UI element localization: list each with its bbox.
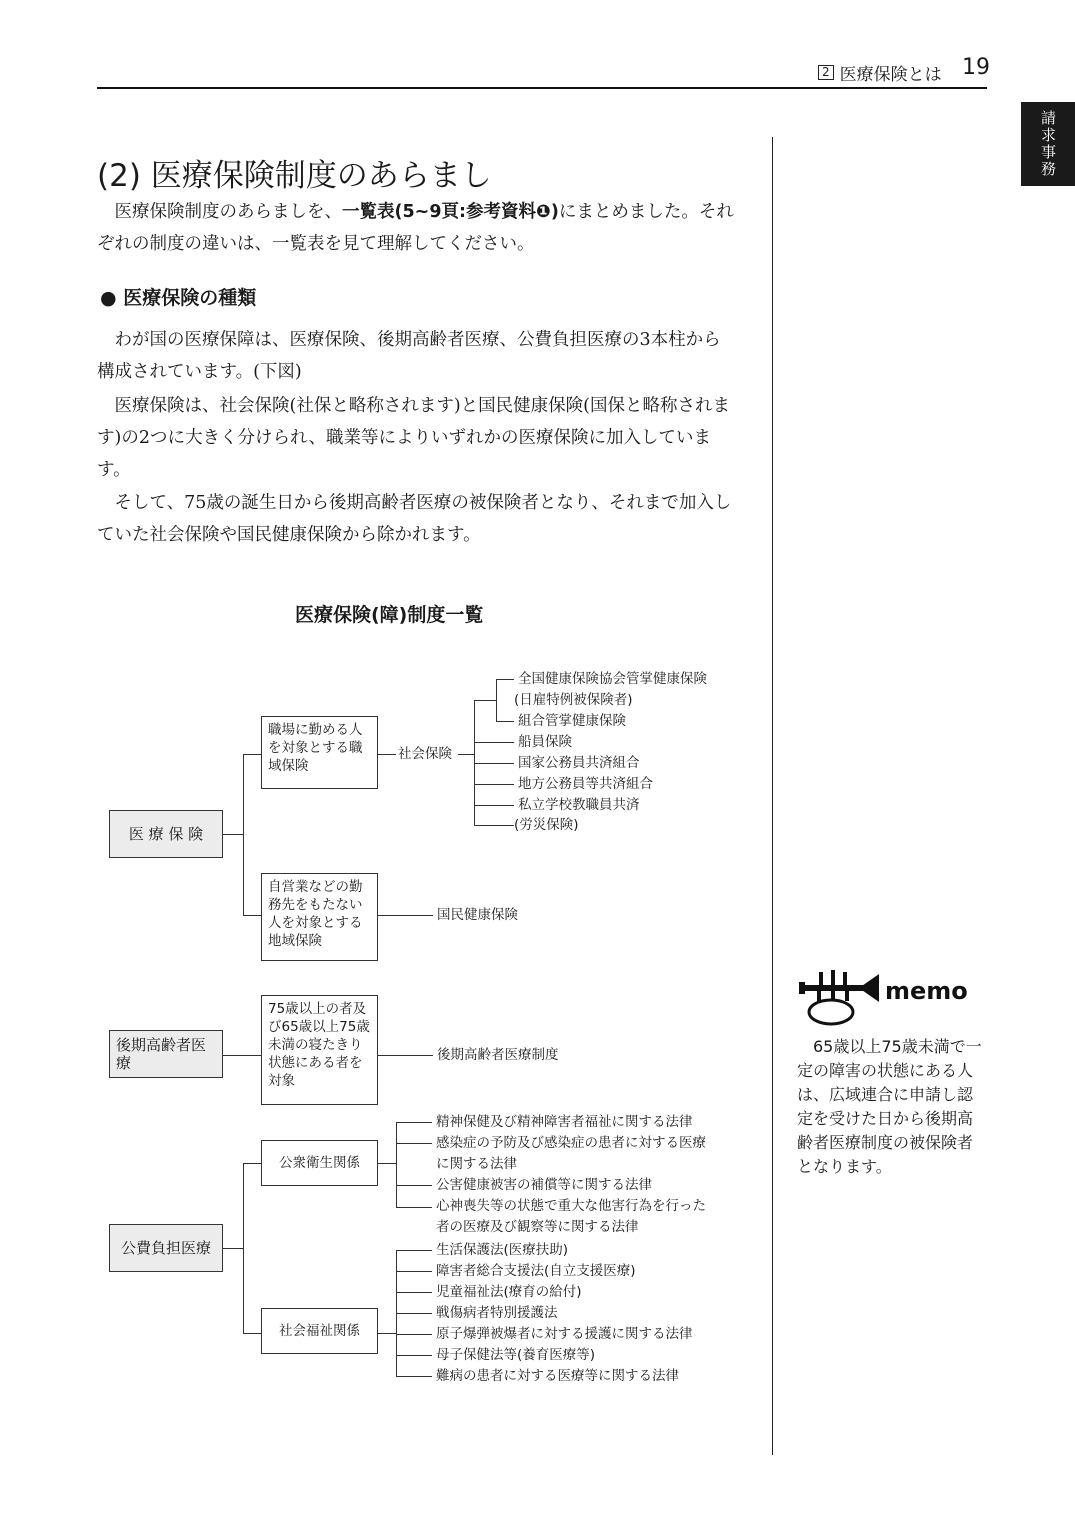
diagram-title: 医療保険(障)制度一覧 [295,604,484,626]
connector [474,784,514,785]
connector [396,1122,397,1208]
elderly-care-box: 後期高齢者医療 [109,1030,223,1078]
connector [496,679,514,680]
connector [378,1333,396,1334]
connector [396,1313,432,1314]
connector [243,915,262,916]
memo-label: memo [885,977,968,1005]
connector [243,754,262,755]
connector [243,754,244,915]
body-paragraph: そして、75歳の誕生日から後期高齢者医療の被保険者となり、それまで加入していた社会保険や国民健康保険から除かれます。 [97,493,732,545]
connector [396,1207,432,1208]
social-insurance-item: (日雇特例被保険者) [514,692,633,708]
welfare-item: 難病の患者に対する医療等に関する法律 [436,1368,679,1384]
social-insurance-item: 全国健康保険協会管掌健康保険 [518,671,707,687]
connector [243,1333,262,1334]
connector [378,1163,396,1164]
page-number: 19 [962,55,990,80]
connector [396,1292,432,1293]
connector [496,679,497,721]
social-insurance-item: (労災保険) [514,817,579,833]
connector [243,1163,262,1164]
connector [223,1248,243,1249]
social-insurance-item: 地方公務員等共済組合 [518,776,653,792]
connector [458,754,474,755]
social-insurance-item: 私立学校教職員共済 [518,797,640,813]
connector [474,825,514,826]
connector [243,1163,244,1333]
connector [396,1271,432,1272]
welfare-item: 戦傷病者特別援護法 [436,1305,558,1321]
public-health-item: 心神喪失等の状態で重大な他害行為を行った [436,1198,706,1214]
elderly-eligibility-box: 75歳以上の者及び65歳以上75歳未満の寝たきり状態にある者を対象 [261,995,378,1105]
column-divider [772,137,773,1455]
connector [378,915,433,916]
connector [396,1355,432,1356]
social-welfare-box: 社会福祉関係 [261,1308,378,1354]
side-index-tab: 請求事務 [1021,102,1075,186]
social-insurance-label: 社会保険 [398,746,452,762]
connector [223,1055,261,1056]
national-health-insurance-label: 国民健康保険 [437,907,518,923]
memo-logo [797,968,977,1030]
header-rule [97,87,987,89]
social-insurance-item: 船員保険 [518,734,572,750]
intro-paragraph [97,196,737,260]
public-health-box: 公衆衛生関係 [261,1140,378,1186]
connector [396,1122,432,1123]
welfare-item: 障害者総合支援法(自立支援医療) [436,1263,636,1279]
social-insurance-item: 国家公務員共済組合 [518,755,640,771]
connector [474,700,496,701]
connector [396,1143,432,1144]
memo-note: 65歳以上75歳未満で一定の障害の状態にある人は、広域連合に申請し認定を受けた日から後期高齢者医療制度の被保険者となります。 [797,1037,982,1176]
connector [396,1376,432,1377]
connector [474,742,514,743]
chapter-header [818,60,942,85]
public-health-item: に関する法律 [436,1156,517,1172]
connector [378,754,396,755]
connector [496,721,514,722]
body-paragraph: 医療保険は、社会保険(社保と略称されます)と国民健康保険(国保と略称されます)の2つに大きく分けられ、職業等によりいずれかの医療保険に加入しています。 [97,396,730,480]
connector [396,1250,432,1251]
regional-insurance-box: 自営業などの勤務先をもたない人を対象とする地域保険 [261,873,378,961]
public-health-item: 感染症の予防及び感染症の患者に対する医療 [436,1135,706,1151]
workplace-insurance-box: 職場に勤める人を対象とする職域保険 [261,716,378,789]
connector [396,1185,432,1186]
chapter-title: 医療保険とは [839,65,942,85]
connector [474,763,514,764]
medical-insurance-box: 医 療 保 険 [109,810,223,858]
connector [396,1334,432,1335]
elderly-system-label: 後期高齢者医療制度 [437,1047,559,1063]
public-health-item: 精神保健及び精神障害者福祉に関する法律 [436,1114,693,1130]
intro-pre: 医療保険制度のあらましを、 [114,202,342,222]
public-health-item: 者の医療及び観察等に関する法律 [436,1219,639,1235]
intro-reference: 一覧表(5~9頁:参考資料❶) [342,202,559,222]
social-insurance-item: 組合管掌健康保険 [518,713,626,729]
body-paragraph: わが国の医療保障は、医療保険、後期高齢者医療、公費負担医療の3本柱から構成されています。(下図) [97,330,721,382]
connector [223,834,243,835]
subsection-heading: ● 医療保険の種類 [100,287,257,309]
welfare-item: 生活保護法(医療扶助) [436,1242,569,1258]
welfare-item: 原子爆弾被爆者に対する援護に関する法律 [436,1326,693,1342]
section-title: (2) 医療保険制度のあらまし [97,158,492,194]
intro-post: にまとめました。それぞれの制度の違いは、一覧表を見て理解してください。 [97,202,734,254]
connector [474,805,514,806]
trumpet-icon [797,968,977,1030]
public-expense-box: 公費負担医療 [109,1224,223,1272]
welfare-item: 母子保健法等(養育医療等) [436,1347,596,1363]
connector [378,1055,433,1056]
chapter-number: 2 [818,65,834,80]
public-health-item: 公害健康被害の補償等に関する法律 [436,1177,652,1193]
welfare-item: 児童福祉法(療育の給付) [436,1284,582,1300]
